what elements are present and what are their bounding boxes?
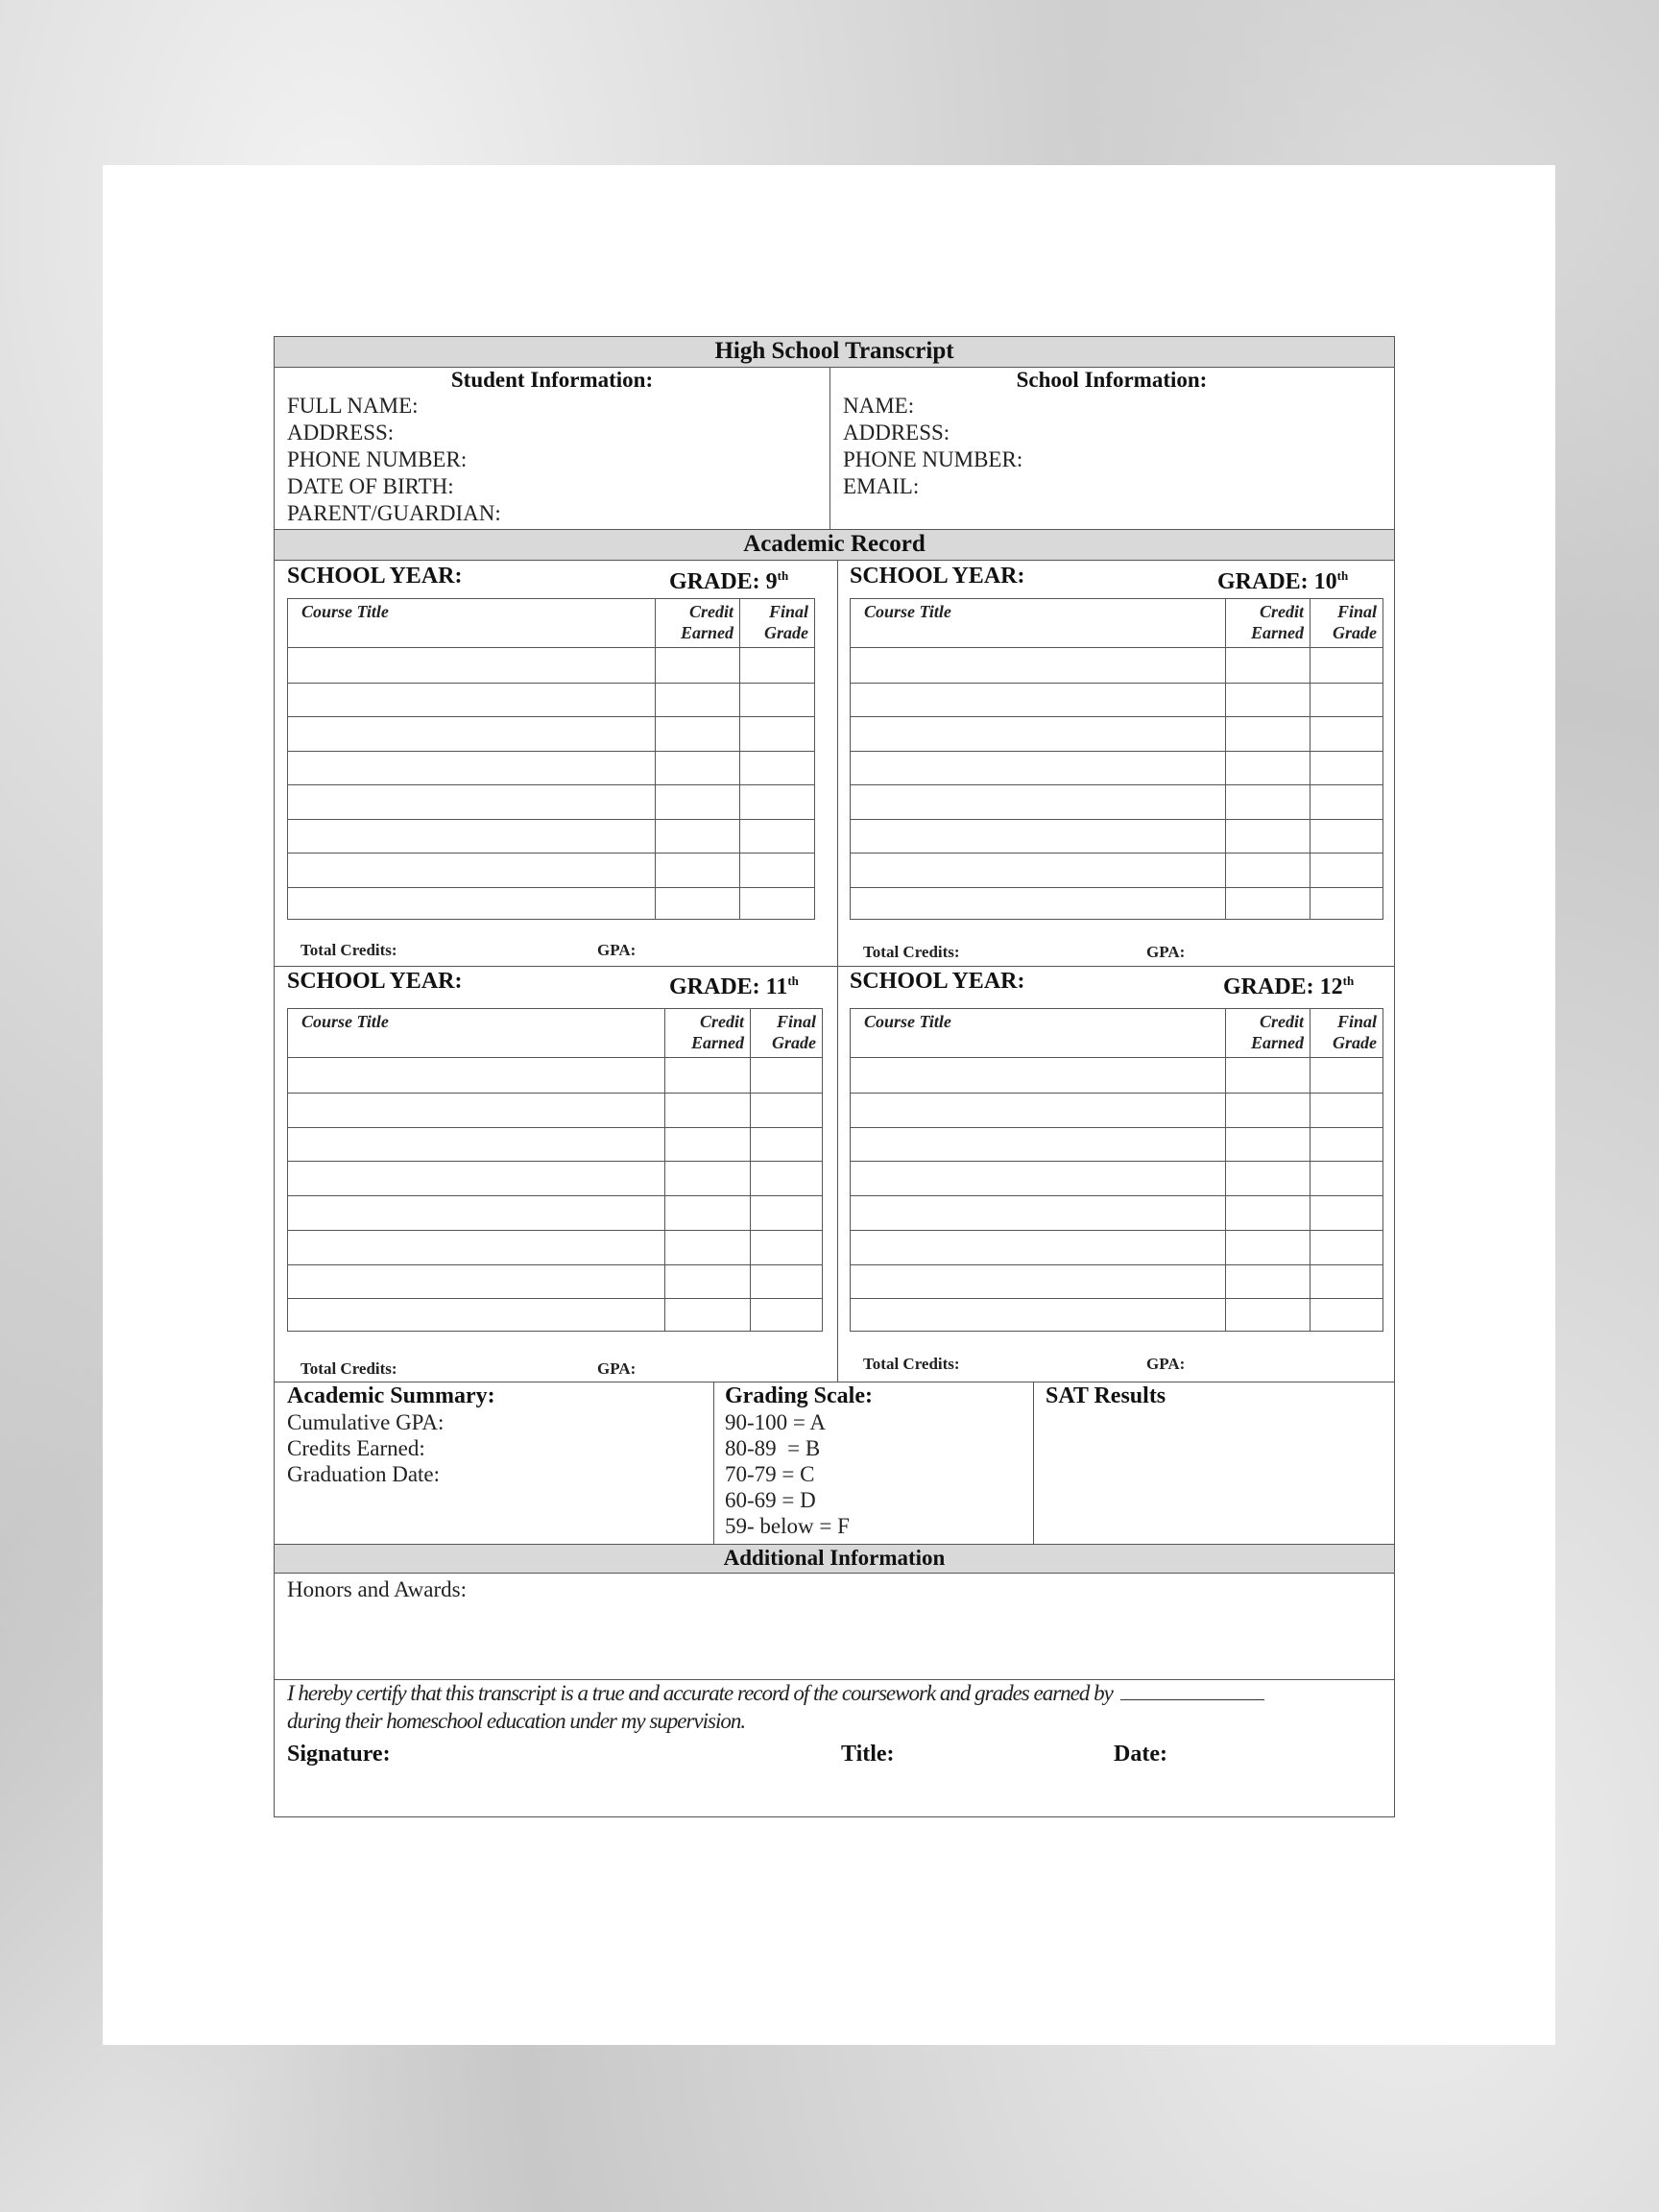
gpa-label: GPA: xyxy=(597,1359,637,1378)
table-row[interactable] xyxy=(851,887,1382,888)
grade-label xyxy=(1223,968,1354,1000)
table-row[interactable] xyxy=(288,1161,822,1162)
course-title-header: Course Title xyxy=(864,602,951,621)
grade-label xyxy=(669,968,799,1000)
grade-header-text: Grade xyxy=(764,623,808,642)
address-label: ADDRESS: xyxy=(287,421,395,445)
course-table xyxy=(850,598,1383,920)
credit-earned-header xyxy=(1225,1011,1304,1053)
grade-b: 80-89 = B xyxy=(725,1436,821,1460)
title-label: Title: xyxy=(841,1742,895,1767)
gpa-label: GPA: xyxy=(1146,1355,1186,1373)
earned-text: Earned xyxy=(680,623,733,642)
table-row[interactable] xyxy=(851,853,1382,854)
table-row[interactable] xyxy=(288,1127,822,1128)
table-row[interactable] xyxy=(851,1230,1382,1231)
final-grade-header xyxy=(1310,601,1377,643)
academic-summary-heading: Academic Summary: xyxy=(287,1383,495,1408)
transcript-form xyxy=(274,336,1395,1817)
table-row[interactable] xyxy=(851,751,1382,752)
grade-text: GRADE: 9 xyxy=(669,569,778,594)
column-divider xyxy=(664,1009,665,1331)
school-info-heading: School Information: xyxy=(1016,368,1208,392)
credit-text: Credit xyxy=(1259,602,1304,621)
grade-suffix: th xyxy=(1342,974,1355,988)
graduation-date-label: Graduation Date: xyxy=(287,1462,441,1486)
credit-text: Credit xyxy=(688,602,733,621)
table-row[interactable] xyxy=(851,683,1382,684)
table-row[interactable] xyxy=(288,1230,822,1231)
earned-text: Earned xyxy=(690,1033,744,1052)
form-title: High School Transcript xyxy=(275,337,1394,368)
grade-header-text: Grade xyxy=(1333,1033,1377,1052)
table-row[interactable] xyxy=(288,751,814,752)
table-row[interactable] xyxy=(288,887,814,888)
table-row[interactable] xyxy=(288,784,814,785)
table-row[interactable] xyxy=(851,819,1382,820)
full-name-label: FULL NAME: xyxy=(287,394,419,418)
column-divider xyxy=(750,1009,751,1331)
grade-text: GRADE: 10 xyxy=(1217,569,1337,594)
grade-c: 70-79 = C xyxy=(725,1462,815,1486)
phone-label: PHONE NUMBER: xyxy=(287,447,468,471)
course-table xyxy=(287,598,815,920)
year-block-0 xyxy=(275,561,833,966)
year-block-1 xyxy=(837,561,1396,966)
student-info-heading: Student Information: xyxy=(450,368,654,392)
table-row[interactable] xyxy=(288,819,814,820)
grade-header-text: Grade xyxy=(1333,623,1377,642)
final-text: Final xyxy=(776,1012,816,1031)
table-row[interactable] xyxy=(288,1298,822,1299)
final-grade-header xyxy=(750,1011,816,1053)
signature-label: Signature: xyxy=(287,1742,391,1767)
table-row[interactable] xyxy=(288,683,814,684)
table-row[interactable] xyxy=(851,784,1382,785)
column-divider xyxy=(655,599,656,919)
certification-text: I hereby certify that this transcript is a true and accurate record of the coursework and grades earned by xyxy=(287,1681,1113,1705)
grade-label xyxy=(1217,563,1348,595)
student-name-blank[interactable] xyxy=(1120,1682,1264,1700)
course-table xyxy=(850,1008,1383,1332)
grade-d: 60-69 = D xyxy=(725,1488,816,1512)
divider xyxy=(275,1679,1394,1680)
guardian-label: PARENT/GUARDIAN: xyxy=(287,501,501,525)
grade-label xyxy=(669,563,788,595)
grade-text: GRADE: 11 xyxy=(669,974,788,999)
school-name-label: NAME: xyxy=(843,394,915,418)
dob-label: DATE OF BIRTH: xyxy=(287,474,454,498)
table-row[interactable] xyxy=(288,1195,822,1196)
cumulative-gpa-label: Cumulative GPA: xyxy=(287,1410,445,1434)
earned-text: Earned xyxy=(1250,623,1304,642)
total-credits-label: Total Credits: xyxy=(863,1355,960,1373)
table-row[interactable] xyxy=(288,853,814,854)
grade-f: 59- below = F xyxy=(725,1514,850,1538)
table-row[interactable] xyxy=(288,1264,822,1265)
additional-info-heading: Additional Information xyxy=(275,1544,1394,1574)
table-row[interactable] xyxy=(851,716,1382,717)
gpa-label: GPA: xyxy=(1146,943,1186,961)
student-fields xyxy=(287,393,501,527)
school-year-label: SCHOOL YEAR: xyxy=(850,969,1025,994)
year-block-2 xyxy=(275,966,833,1382)
column-divider xyxy=(1225,599,1226,919)
academic-record-heading: Academic Record xyxy=(275,529,1394,561)
grading-scale xyxy=(725,1383,873,1539)
total-credits-label: Total Credits: xyxy=(301,941,397,959)
school-fields xyxy=(843,393,1022,500)
course-title-header: Course Title xyxy=(301,1012,389,1031)
school-address-label: ADDRESS: xyxy=(843,421,950,445)
certification-line-1 xyxy=(287,1681,1264,1706)
table-row[interactable] xyxy=(851,1127,1382,1128)
final-text: Final xyxy=(1336,602,1377,621)
credits-earned-label: Credits Earned: xyxy=(287,1436,425,1460)
column-divider xyxy=(739,599,740,919)
academic-summary xyxy=(287,1383,495,1487)
table-row[interactable] xyxy=(851,1298,1382,1299)
final-grade-header xyxy=(739,601,808,643)
course-title-header: Course Title xyxy=(864,1012,951,1031)
earned-text: Earned xyxy=(1250,1033,1304,1052)
final-grade-header xyxy=(1310,1011,1377,1053)
course-title-header: Course Title xyxy=(301,602,389,621)
certification-line-2: during their homeschool education under my supervision. xyxy=(287,1709,746,1733)
school-phone-label: PHONE NUMBER: xyxy=(843,447,1023,471)
honors-awards-label: Honors and Awards: xyxy=(287,1577,467,1601)
credit-text: Credit xyxy=(1259,1012,1304,1031)
grading-scale-heading: Grading Scale: xyxy=(725,1383,873,1408)
sat-results-heading: SAT Results xyxy=(1046,1383,1166,1408)
table-row[interactable] xyxy=(851,1161,1382,1162)
date-label: Date: xyxy=(1114,1742,1167,1767)
table-row[interactable] xyxy=(288,1093,822,1094)
total-credits-label: Total Credits: xyxy=(863,943,960,961)
school-year-label: SCHOOL YEAR: xyxy=(287,564,463,589)
column-divider xyxy=(1225,1009,1226,1331)
grade-suffix: th xyxy=(777,568,789,583)
school-year-label: SCHOOL YEAR: xyxy=(287,969,463,994)
school-year-label: SCHOOL YEAR: xyxy=(850,564,1025,589)
divider xyxy=(713,1382,714,1544)
total-credits-label: Total Credits: xyxy=(301,1359,397,1378)
table-row[interactable] xyxy=(851,1195,1382,1196)
table-row[interactable] xyxy=(851,1264,1382,1265)
credit-earned-header xyxy=(664,1011,744,1053)
table-row[interactable] xyxy=(288,716,814,717)
grade-header-text: Grade xyxy=(772,1033,816,1052)
grade-suffix: th xyxy=(787,974,799,988)
credit-earned-header xyxy=(655,601,733,643)
credit-text: Credit xyxy=(699,1012,744,1031)
divider xyxy=(1033,1382,1034,1544)
year-block-3 xyxy=(837,966,1396,1382)
grade-a: 90-100 = A xyxy=(725,1410,826,1434)
final-text: Final xyxy=(1336,1012,1377,1031)
grade-suffix: th xyxy=(1336,568,1349,583)
final-text: Final xyxy=(768,602,808,621)
gpa-label: GPA: xyxy=(597,941,637,959)
credit-earned-header xyxy=(1225,601,1304,643)
school-email-label: EMAIL: xyxy=(843,474,920,498)
table-row[interactable] xyxy=(851,1093,1382,1094)
course-table xyxy=(287,1008,823,1332)
grade-text: GRADE: 12 xyxy=(1223,974,1343,999)
